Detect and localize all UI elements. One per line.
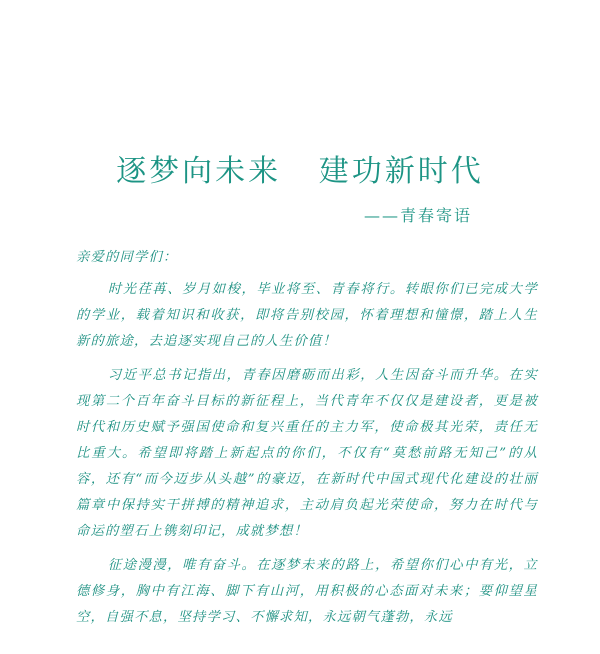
salutation: 亲爱的同学们： — [76, 250, 178, 265]
paragraph-3: 征途漫漫，唯有奋斗。在逐梦未来的路上，希望你们心中有光，立德修身，胸中有江海、脚下有山河，用积极的心态面对未来；要仰望星空，自强不息，坚持学习、不懈求知，永远朝气蓬勃，永远 — [76, 558, 538, 625]
paragraph-2: 习近平总书记指出，青春因磨砺而出彩，人生因奋斗而升华。在实现第二个百年奋斗目标的新征程上，当代青年不仅仅是建设者，更是被时代和历史赋予强国使命和复兴重任的主力军，使命极其光荣，责任无比重大。希望即将踏上新起点的你们，不仅有“莫愁前路无知己”的从容，还有“而今迈步从头越”的豪迈，在新时代中国式现代化建设的壮丽篇章中保持实干拼搏的精神追求，主动肩负起光荣使命，努力在时代与命运的塑石上镌刻印记，成就梦想！ — [76, 368, 538, 539]
page-title: 逐梦向未来 建功新时代 — [116, 154, 484, 189]
page-subtitle: ——青春寄语 — [363, 206, 472, 225]
letter-body — [76, 245, 538, 639]
paragraph-1: 时光荏苒、岁月如梭，毕业将至、青春将行。转眼你们已完成大学的学业，载着知识和收获，即将告别校园，怀着理想和憧憬，踏上人生新的旅途，去追逐实现自己的人生价值！ — [76, 282, 538, 349]
